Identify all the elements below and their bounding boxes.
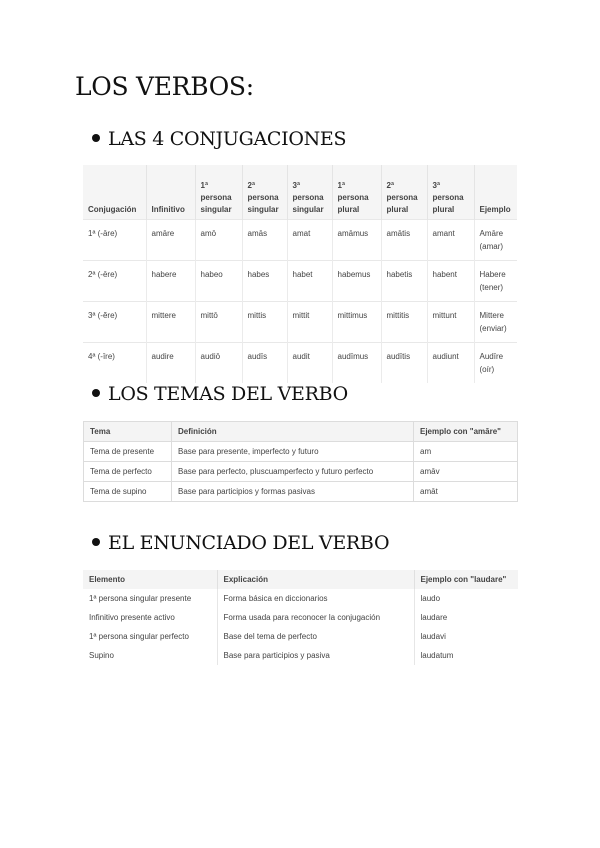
table-cell: mittis [242, 302, 287, 343]
table-cell: habetis [381, 261, 427, 302]
table-row [83, 220, 517, 261]
table-cell: am [414, 442, 518, 462]
table-cell: amās [242, 220, 287, 261]
table-cell: 4ª (-īre) [83, 343, 146, 384]
table-cell: Mittere (enviar) [479, 311, 507, 333]
table-cell: 2ª (-ēre) [83, 261, 146, 302]
table-header-cell [287, 165, 332, 220]
header-cell-line: 3ª [292, 181, 300, 190]
table-cell: audīs [242, 343, 287, 384]
header-cell-line: persona [337, 193, 369, 202]
table-header-cell [381, 165, 427, 220]
table-cell: habere [146, 261, 195, 302]
header-cell-line: persona [386, 193, 418, 202]
bullet-icon [92, 538, 100, 546]
table-row [83, 343, 517, 384]
table-cell: Tema de supino [84, 482, 172, 502]
table-header-cell: Tema [84, 422, 172, 442]
table-cell: laudatum [420, 651, 454, 660]
header-cell-line: 2ª [386, 181, 394, 190]
enunciado-table [83, 570, 518, 665]
bullet-icon [92, 134, 100, 142]
header-cell-lines [433, 168, 469, 216]
header-cell-lines [152, 168, 190, 216]
table-cell: Tema de presente [84, 442, 172, 462]
table-cell: Tema de perfecto [84, 462, 172, 482]
table-cell: amāt [414, 482, 518, 502]
table-cell: habent [427, 261, 474, 302]
table-cell: laudavi [420, 632, 446, 641]
table-cell: audīmus [332, 343, 381, 384]
header-cell-line: 3ª [432, 181, 440, 190]
section-heading-text: LOS TEMAS DEL VERBO [108, 383, 348, 405]
table-header-cell [195, 165, 242, 220]
table-header-cell: Ejemplo con "amāre" [414, 422, 518, 442]
table-cell: 1ª persona singular perfecto [83, 627, 217, 646]
table-row [84, 482, 518, 502]
section-heading-temas [92, 383, 348, 405]
table-cell: laudare [420, 613, 448, 622]
table-cell: mittere [146, 302, 195, 343]
header-cell-line: 1ª [200, 181, 208, 190]
table-cell: 1ª persona singular presente [83, 589, 217, 608]
header-cell-lines [201, 168, 237, 216]
table-header-cell [474, 165, 517, 220]
header-cell-line: plural [432, 205, 455, 214]
header-cell-line: Ejemplo [479, 205, 511, 214]
table-cell: amāv [414, 462, 518, 482]
header-cell-lines [248, 168, 282, 216]
table-cell: amat [287, 220, 332, 261]
table-cell: Forma básica en diccionarios [217, 589, 414, 608]
section-heading-conjugaciones [92, 128, 346, 150]
table-cell: amātis [381, 220, 427, 261]
table-cell: habes [242, 261, 287, 302]
table-cell: amāre [146, 220, 195, 261]
bullet-icon [92, 389, 100, 397]
section-heading-enunciado [92, 532, 389, 554]
table-cell: mittimus [332, 302, 381, 343]
table-cell: Base para perfecto, pluscuamperfecto y futuro perfecto [172, 462, 414, 482]
table-cell: audiunt [427, 343, 474, 384]
table-row [84, 442, 518, 462]
header-cell-line: 1ª [337, 181, 345, 190]
table-header-row [83, 165, 517, 220]
header-cell-line: singular [292, 205, 324, 214]
header-cell-line: singular [200, 205, 232, 214]
header-cell-lines [338, 168, 376, 216]
table-cell: audiō [195, 343, 242, 384]
table-header-cell [427, 165, 474, 220]
table-cell: audire [146, 343, 195, 384]
table-cell: Habere (tener) [479, 270, 506, 292]
table-cell: Audīre (oír) [479, 352, 504, 374]
table-cell: Amāre (amar) [479, 229, 504, 251]
header-cell-line: persona [247, 193, 279, 202]
table-cell: Base para participios y formas pasivas [172, 482, 414, 502]
table-cell: amant [427, 220, 474, 261]
header-cell-line: plural [386, 205, 409, 214]
table-header-row [84, 422, 518, 442]
table-row [83, 627, 518, 646]
table-header-row [83, 570, 518, 589]
table-header-cell: Definición [172, 422, 414, 442]
table-cell: Base del tema de perfecto [217, 627, 414, 646]
table-cell: 1ª (-āre) [83, 220, 146, 261]
table-cell: 3ª (-ĕre) [83, 302, 146, 343]
table-cell: Supino [83, 646, 217, 665]
header-cell-line: Infinitivo [151, 205, 185, 214]
table-cell: habemus [332, 261, 381, 302]
header-cell-line: plural [337, 205, 360, 214]
header-cell-lines [293, 168, 327, 216]
table-header-cell: Explicación [217, 570, 414, 589]
header-cell-line: persona [432, 193, 464, 202]
table-cell: laudo [420, 594, 441, 603]
table-cell: Base para participios y pasiva [217, 646, 414, 665]
table-row [83, 608, 518, 627]
header-cell-lines [480, 168, 513, 216]
table-cell: amāmus [332, 220, 381, 261]
table-cell: mittit [287, 302, 332, 343]
table-cell: mittunt [427, 302, 474, 343]
table-header-cell: Ejemplo con "laudare" [414, 570, 518, 589]
table-row [83, 646, 518, 665]
header-cell-line: singular [247, 205, 279, 214]
table-cell: habet [287, 261, 332, 302]
table-header-cell: Elemento [83, 570, 217, 589]
page-title: LOS VERBOS: [75, 72, 254, 101]
section-heading-text: EL ENUNCIADO DEL VERBO [108, 532, 390, 554]
table-cell: audit [287, 343, 332, 384]
conjugaciones-table [83, 165, 517, 383]
table-cell: Infinitivo presente activo [83, 608, 217, 627]
header-cell-lines [387, 168, 422, 216]
section-heading-text: LAS 4 CONJUGACIONES [108, 128, 347, 150]
table-row [83, 302, 517, 343]
table-header-cell [83, 165, 146, 220]
table-cell: Base para presente, imperfecto y futuro [172, 442, 414, 462]
table-cell: amō [195, 220, 242, 261]
table-cell: mittitis [381, 302, 427, 343]
table-cell: audītis [381, 343, 427, 384]
table-row [84, 462, 518, 482]
table-header-cell [146, 165, 195, 220]
header-cell-line: Conjugación [88, 205, 137, 214]
table-cell: Forma usada para reconocer la conjugación [217, 608, 414, 627]
header-cell-line: 2ª [247, 181, 255, 190]
table-header-cell [332, 165, 381, 220]
header-cell-lines [88, 168, 141, 216]
header-cell-line: persona [292, 193, 324, 202]
table-header-cell [242, 165, 287, 220]
table-row [83, 589, 518, 608]
table-cell: mittō [195, 302, 242, 343]
table-row [83, 261, 517, 302]
header-cell-line: persona [200, 193, 232, 202]
temas-table [83, 421, 518, 502]
table-cell: habeo [195, 261, 242, 302]
